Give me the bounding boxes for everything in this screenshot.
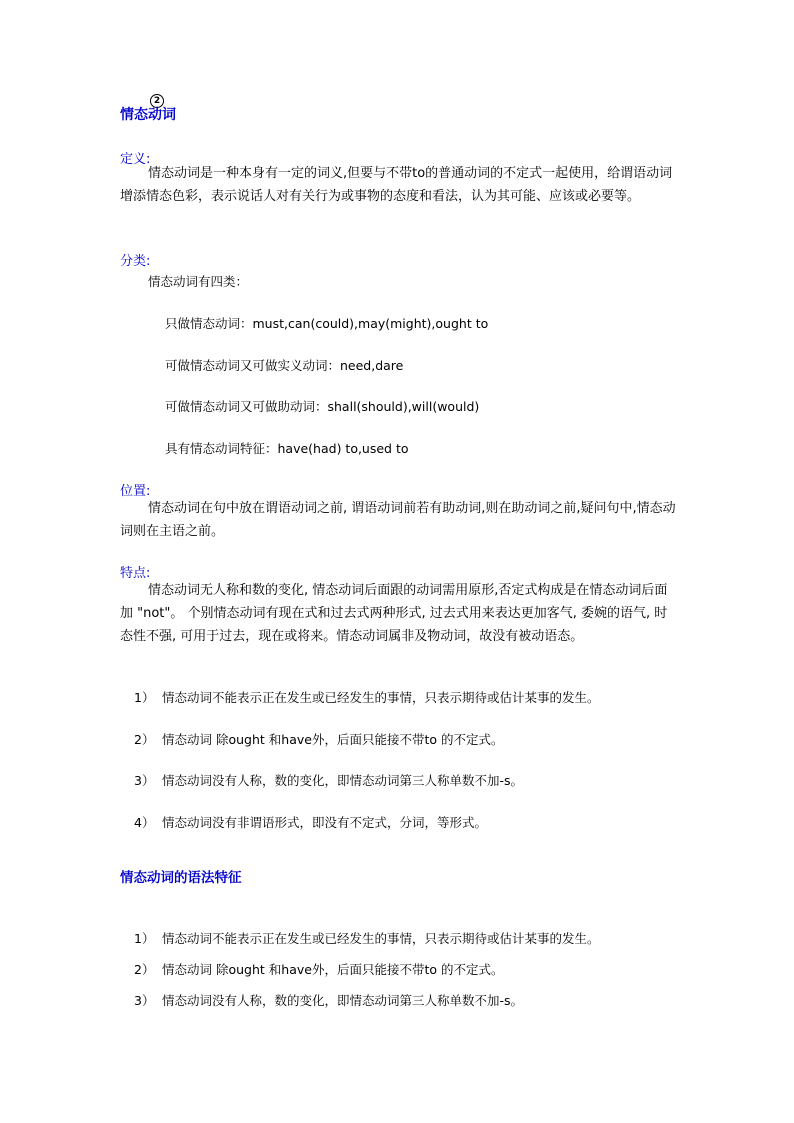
grammar-list-item: 3） 情态动词没有人称，数的变化，即情态动词第三人称单数不加-s。 [134, 993, 524, 1008]
grammar-list-item: 2） 情态动词 除ought 和have外，后面只能接不带to 的不定式。 [134, 962, 504, 977]
features-list-item: 1） 情态动词不能表示正在发生或已经发生的事情，只表示期待或估计某事的发生。 [134, 690, 600, 705]
features-list-item: 4） 情态动词没有非谓语形式，即没有不定式，分词，等形式。 [134, 815, 488, 830]
classification-item: 只做情态动词：must,can(could),may(might),ought to [165, 316, 489, 331]
classification-item: 可做情态动词又可做实义动词：need,dare [165, 358, 404, 373]
grammar-section-title: 情态动词的语法特征 [120, 870, 242, 886]
classification-label: 分类: [120, 254, 151, 269]
grammar-list-item: 1） 情态动词不能表示正在发生或已经发生的事情，只表示期待或估计某事的发生。 [134, 931, 600, 946]
position-label: 位置: [120, 484, 151, 499]
classification-item: 可做情态动词又可做助动词：shall(should),will(would) [165, 399, 480, 414]
features-text: 情态动词无人称和数的变化, 情态动词后面跟的动词需用原形,否定式构成是在情态动词后面加 "not"。 个别情态动词有现在式和过去式两种形式, 过去式用来表达更加客气, 委婉的语气, 时态性不强, 可用于过去，现在或将来。情态动词属非及物动词，故没有被动语态。 [120, 583, 668, 644]
features-list-item: 3） 情态动词没有人称，数的变化，即情态动词第三人称单数不加-s。 [134, 773, 524, 788]
circled-number-badge: 2 [150, 94, 164, 108]
features-list-item: 2） 情态动词 除ought 和have外，后面只能接不带to 的不定式。 [134, 732, 504, 747]
classification-item: 具有情态动词特征：have(had) to,used to [165, 441, 409, 456]
classification-intro: 情态动词有四类： [148, 274, 249, 289]
position-text: 情态动词在句中放在谓语动词之前, 谓语动词前若有助动词,则在助动词之前,疑问句中,情态动词则在主语之前。 [120, 501, 676, 539]
features-label: 特点: [120, 566, 151, 581]
definition-text: 情态动词是一种本身有一定的词义,但要与不带to的普通动词的不定式一起使用，给谓语动词增添情态色彩，表示说话人对有关行为或事物的态度和看法，认为其可能、应该或必要等。 [120, 166, 673, 204]
page-title: 情态动词 [120, 107, 176, 123]
definition-label: 定义: [120, 152, 151, 167]
